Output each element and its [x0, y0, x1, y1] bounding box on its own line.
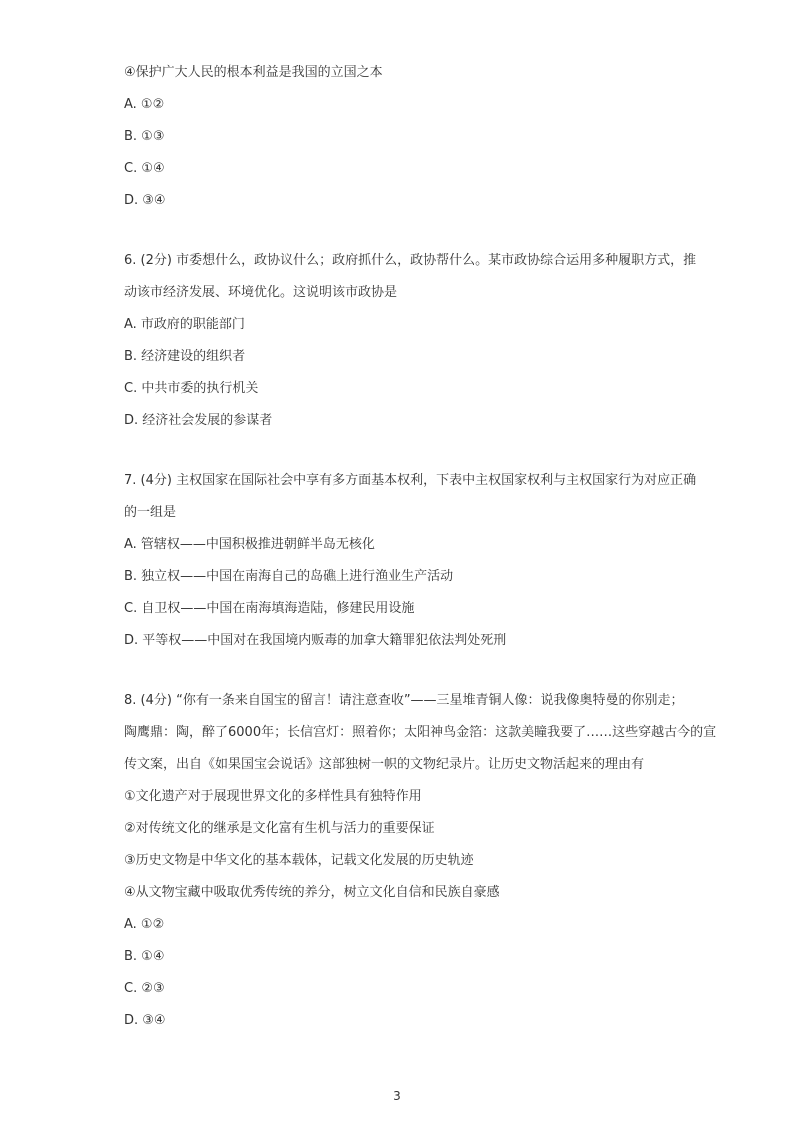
- q8-statement-1: ①文化遗产对于展现世界文化的多样性具有独特作用: [124, 789, 422, 804]
- q8-stem-line-2: 陶鹰鼎：陶，醉了6000年；长信宫灯：照着你；太阳神鸟金箔：这款美瞳我要了……这些穿越古今的宣: [124, 725, 717, 740]
- q6-option-c: C. 中共市委的执行机关: [124, 381, 259, 396]
- q5-option-c: C. ①④: [124, 161, 165, 176]
- page-number: 3: [393, 1089, 401, 1103]
- q5-option-d: D. ③④: [124, 193, 166, 208]
- q5-statement-4: ④保护广大人民的根本利益是我国的立国之本: [124, 65, 383, 80]
- q8-stem-line-3: 传文案，出自《如果国宝会说话》这部独树一帜的文物纪录片。让历史文物活起来的理由有: [124, 757, 645, 772]
- q6-option-b: B. 经济建设的组织者: [124, 349, 246, 364]
- q6-stem-line-2: 动该市经济发展、环境优化。这说明该市政协是: [124, 285, 398, 300]
- q8-stem-line-1: 8. (4分) “你有一条来自国宝的留言！请注意查收”——三星堆青铜人像：说我像奥特曼的你别走；: [124, 693, 684, 708]
- q7-stem-line-2: 的一组是: [124, 505, 177, 520]
- q6-option-a: A. 市政府的职能部门: [124, 317, 245, 332]
- q8-option-b: B. ①④: [124, 949, 165, 964]
- q6-stem-line-1: 6. (2分) 市委想什么，政协议什么；政府抓什么，政协帮什么。某市政协综合运用多种履职方式，推: [124, 253, 697, 268]
- q8-option-d: D. ③④: [124, 1013, 166, 1028]
- q6-option-d: D. 经济社会发展的参谋者: [124, 413, 273, 428]
- q5-option-a: A. ①②: [124, 97, 165, 112]
- q7-option-b: B. 独立权——中国在南海自己的岛礁上进行渔业生产活动: [124, 569, 454, 584]
- q7-option-d: D. 平等权——中国对在我国境内贩毒的加拿大籍罪犯依法判处死刑: [124, 633, 507, 648]
- q7-option-a: A. 管辖权——中国积极推进朝鲜半岛无核化: [124, 537, 375, 552]
- q7-option-c: C. 自卫权——中国在南海填海造陆，修建民用设施: [124, 601, 415, 616]
- q8-statement-3: ③历史文物是中华文化的基本载体，记载文化发展的历史轨迹: [124, 853, 474, 868]
- q7-stem-line-1: 7. (4分) 主权国家在国际社会中享有多方面基本权利，下表中主权国家权利与主权国家行为对应正确: [124, 473, 697, 488]
- q8-statement-4: ④从文物宝藏中吸取优秀传统的养分，树立文化自信和民族自豪感: [124, 885, 500, 900]
- q8-option-a: A. ①②: [124, 917, 165, 932]
- q8-statement-2: ②对传统文化的继承是文化富有生机与活力的重要保证: [124, 821, 435, 836]
- q5-option-b: B. ①③: [124, 129, 165, 144]
- q8-option-c: C. ②③: [124, 981, 165, 996]
